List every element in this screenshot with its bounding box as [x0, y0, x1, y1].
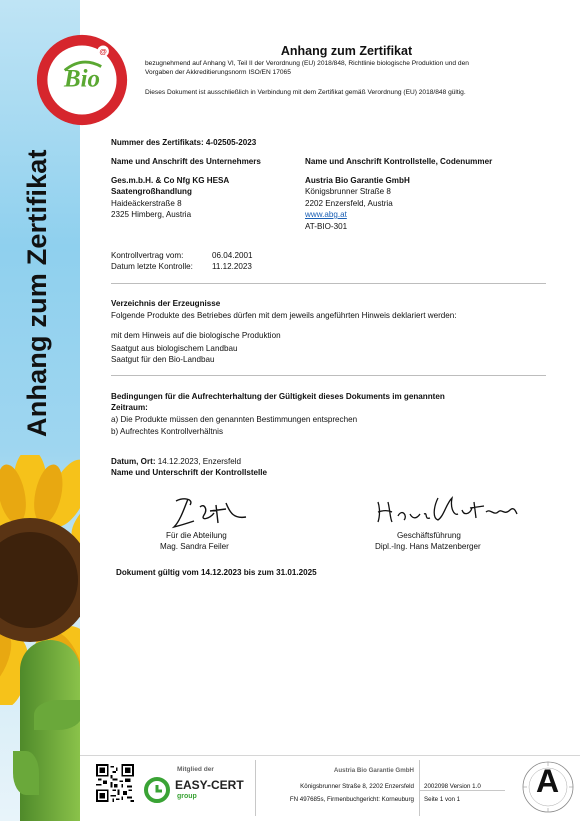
contract-date-label: Kontrollvertrag vom: — [111, 251, 184, 260]
page-title: Anhang zum Zertifikat — [280, 44, 413, 58]
logo-word: Bio — [63, 65, 101, 93]
footer-divider — [255, 760, 256, 816]
header-subtitle — [145, 60, 550, 77]
right-signer-role: Geschäftsführung — [397, 531, 461, 540]
footer-page: Seite 1 von 1 — [424, 796, 461, 803]
validity-statement: Dokument gültig vom 14.12.2023 bis zum 31.01.2025 — [116, 568, 317, 577]
accreditation-letter: A — [536, 763, 560, 799]
svg-text:@: @ — [99, 47, 107, 57]
product-item: Saatgut für den Bio-Landbau — [111, 355, 215, 364]
company-street: Haideäckerstraße 8 — [111, 199, 182, 208]
company-name: Ges.m.b.H. & Co Nfg KG HESA — [111, 176, 230, 185]
control-body-website-link[interactable]: www.abg.at — [305, 210, 347, 219]
header-note: Dieses Dokument ist ausschließlich in Verbindung mit dem Zertifikat gemäß Verordnung (EU) 2018/848 gültig. — [145, 89, 466, 96]
last-control-label: Datum letzte Kontrolle: — [111, 262, 193, 271]
date-place — [111, 457, 241, 468]
certificate-number: Nummer des Zertifikats: 4-02505-2023 — [111, 138, 257, 147]
left-signer-name: Mag. Sandra Feiler — [160, 542, 229, 551]
footer-divider — [419, 790, 505, 791]
products-heading: Verzeichnis der Erzeugnisse — [111, 299, 221, 308]
control-body-name: Austria Bio Garantie GmbH — [305, 176, 410, 185]
company-heading: Name und Anschrift des Unternehmers — [111, 157, 261, 166]
member-label: Mitglied der — [177, 766, 214, 773]
footer-company: Austria Bio Garantie GmbH — [333, 767, 414, 774]
footer-divider — [419, 760, 420, 816]
control-body-code: AT-BIO-301 — [305, 222, 348, 231]
condition-item: a) Die Produkte müssen den genannten Bestimmungen entsprechen — [111, 415, 358, 424]
signature-heading: Name und Unterschrift der Kontrollstelle — [111, 468, 268, 477]
left-signer-role: Für die Abteilung — [166, 531, 227, 540]
sunflower-leaf — [34, 700, 80, 730]
signature-left-image — [170, 493, 250, 533]
easy-cert-logo-icon — [144, 777, 170, 803]
conditions-heading: Bedingungen für die Aufrechterhaltung der Gültigkeit dieses Dokuments im genannten — [111, 392, 445, 401]
footer-doc-version: 2002098 Version 1.0 — [424, 783, 481, 790]
sunflower-leaf — [13, 751, 39, 795]
qr-code-icon — [96, 764, 134, 802]
footer-registry: FN 497685s, Firmenbuchgericht: Korneuburg — [289, 796, 414, 803]
signature-right-image — [374, 490, 519, 530]
date-place-label: Datum, Ort: — [111, 457, 156, 466]
control-body-street: Königsbrunner Straße 8 — [305, 187, 391, 196]
subtitle-line: bezugnehmend auf Anhang VI, Teil II der Verordnung (EU) 2018/848, Richtlinie biologische Produktion und den — [145, 60, 469, 67]
company-type: Saatengroßhandlung — [111, 187, 192, 196]
conditions-heading-cont: Zeitraum: — [111, 403, 148, 412]
easy-cert-sub: group — [177, 793, 197, 800]
control-body-heading: Name und Anschrift Kontrollstelle, Codenummer — [305, 157, 493, 166]
right-signer-name: Dipl.-Ing. Hans Matzenberger — [375, 542, 481, 551]
company-city: 2325 Himberg, Austria — [111, 210, 192, 219]
footer — [80, 755, 580, 821]
product-item: Saatgut aus biologischem Landbau — [111, 344, 238, 353]
control-body-city: 2202 Enzersfeld, Austria — [305, 199, 393, 208]
vertical-title: Anhang zum Zertifikat — [22, 149, 52, 437]
products-hint: mit dem Hinweis auf die biologische Produktion — [111, 331, 281, 340]
products-intro: Folgende Produkte des Betriebes dürfen mit dem jeweils angeführten Hinweis deklariert werden: — [111, 311, 457, 320]
contract-date-value: 06.04.2001 — [212, 251, 253, 260]
logo-ring-text: GARANTIE — [56, 93, 107, 112]
date-place-value: 14.12.2023, Enzersfeld — [157, 457, 242, 466]
divider — [111, 283, 546, 284]
divider — [111, 375, 546, 376]
easy-cert-name: EASY-CERT — [175, 778, 244, 792]
last-control-value: 11.12.2023 — [212, 262, 252, 271]
condition-item: b) Aufrechtes Kontrollverhältnis — [111, 427, 224, 436]
footer-address: Königsbrunner Straße 8, 2202 Enzersfeld — [300, 783, 414, 790]
subtitle-line: Vorgaben der Akkreditierungsnorm ISO/EN 17065 — [145, 68, 291, 76]
bio-garantie-logo — [34, 32, 130, 128]
